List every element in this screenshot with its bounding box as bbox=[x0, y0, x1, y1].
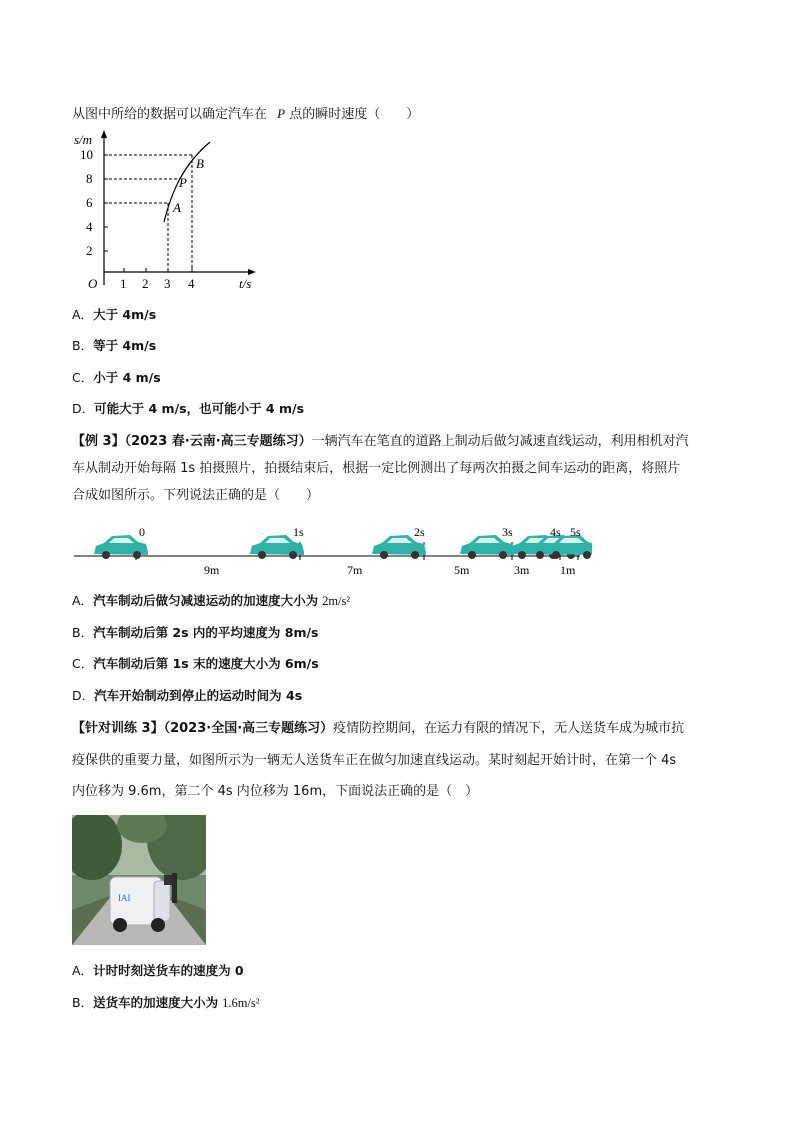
q2-option-a: A．汽车制动后做匀减速运动的加速度大小为 2m/s² bbox=[72, 593, 351, 608]
q3-option-a: A．计时时刻送货车的速度为 0 bbox=[72, 963, 244, 978]
vehicle-logo-text: IAI bbox=[118, 893, 131, 903]
origin-label: O bbox=[88, 276, 98, 291]
q3-stem-line1: 【针对训练 3】（2023·全国·高三专题练习）疫情防控期间，在运力有限的情况下，无人送货车成为城市抗 bbox=[72, 721, 685, 736]
q2-option-b: B．汽车制动后第 2s 内的平均速度为 8m/s bbox=[72, 625, 319, 640]
q3-option-b-formula: 1.6m/s² bbox=[222, 996, 260, 1010]
q2-source: （2023 春·云南·高三专题练习） bbox=[124, 434, 312, 449]
x-axis-arrow bbox=[248, 269, 256, 275]
y-axis-arrow bbox=[101, 130, 107, 138]
car-diagram bbox=[72, 522, 592, 578]
q1-option-c: C．小于 4 m/s bbox=[72, 370, 161, 385]
x-axis-label: t/s bbox=[239, 276, 252, 291]
y-tick-label: 8 bbox=[86, 171, 93, 186]
q2-stem-line2: 车从制动开始每隔 1s 拍摄照片，拍摄结束后，根据一定比例测出了每两次拍摄之间车运动的距离，将照片 bbox=[72, 461, 681, 476]
q2-option-a-formula: 2m/s² bbox=[322, 594, 351, 608]
time-label: 4s bbox=[550, 525, 561, 539]
q2-option-d: D．汽车开始制动到停止的运动时间为 4s bbox=[72, 688, 303, 703]
delivery-vehicle-photo bbox=[72, 815, 206, 945]
y-axis-label: s/m bbox=[74, 132, 93, 147]
point-label-p: P bbox=[179, 175, 187, 190]
q2-stem-line3: 合成如图所示。下列说法正确的是（ ） bbox=[72, 488, 320, 503]
st-graph bbox=[72, 128, 272, 293]
y-tick-label: 6 bbox=[86, 195, 93, 210]
time-label: 3s bbox=[502, 525, 513, 539]
q1-stem-after: 点的瞬时速度（ ） bbox=[289, 107, 420, 122]
y-tick-label: 2 bbox=[86, 243, 93, 258]
time-label: 1s bbox=[293, 525, 304, 539]
q3-source: （2023·全国·高三专题练习） bbox=[163, 721, 334, 736]
y-tick-label: 4 bbox=[86, 219, 93, 234]
q2-stem-line1: 【例 3】（2023 春·云南·高三专题练习）一辆汽车在笔直的道路上制动后做匀减速直线运动，利用相机对汽 bbox=[72, 434, 689, 449]
q1-stem-before: 从图中所给的数据可以确定汽车在 bbox=[72, 107, 268, 122]
x-tick-label: 3 bbox=[164, 276, 171, 291]
q1-option-a: A．大于 4m/s bbox=[72, 307, 157, 322]
q1-option-b: B．等于 4m/s bbox=[72, 338, 157, 353]
distance-label: 7m bbox=[347, 563, 363, 577]
q2-option-c: C．汽车制动后第 1s 末的速度大小为 6m/s bbox=[72, 656, 319, 671]
x-tick-label: 2 bbox=[142, 276, 149, 291]
q1-option-d: D．可能大于 4 m/s，也可能小于 4 m/s bbox=[72, 401, 305, 416]
q3-stem-line2: 疫保供的重要力量，如图所示为一辆无人送货车正在做匀加速直线运动。某时刻起开始计时，在第一个 4s bbox=[72, 753, 677, 768]
point-label-a: A bbox=[173, 200, 181, 215]
q1-stem bbox=[72, 103, 419, 122]
q3-option-b: B．送货车的加速度大小为 1.6m/s² bbox=[72, 995, 260, 1010]
x-tick-label: 1 bbox=[120, 276, 127, 291]
y-tick-label: 10 bbox=[80, 147, 93, 162]
q2-tag: 【例 3】 bbox=[72, 434, 125, 449]
st-curve bbox=[164, 142, 210, 222]
point-label-b: B bbox=[196, 156, 204, 171]
time-label: 5s bbox=[570, 525, 581, 539]
distance-label: 1m bbox=[560, 563, 576, 577]
q3-stem-line3: 内位移为 9.6m，第二个 4s 内位移为 16m，下面说法正确的是（ ） bbox=[72, 784, 479, 799]
distance-label: 3m bbox=[514, 563, 530, 577]
x-tick-label: 4 bbox=[188, 276, 195, 291]
time-label: 0 bbox=[139, 525, 145, 539]
distance-label: 9m bbox=[204, 563, 220, 577]
distance-label: 5m bbox=[454, 563, 470, 577]
q1-point-label: P bbox=[277, 106, 286, 121]
time-label: 2s bbox=[414, 525, 425, 539]
q3-tag: 【针对训练 3】 bbox=[72, 721, 164, 736]
